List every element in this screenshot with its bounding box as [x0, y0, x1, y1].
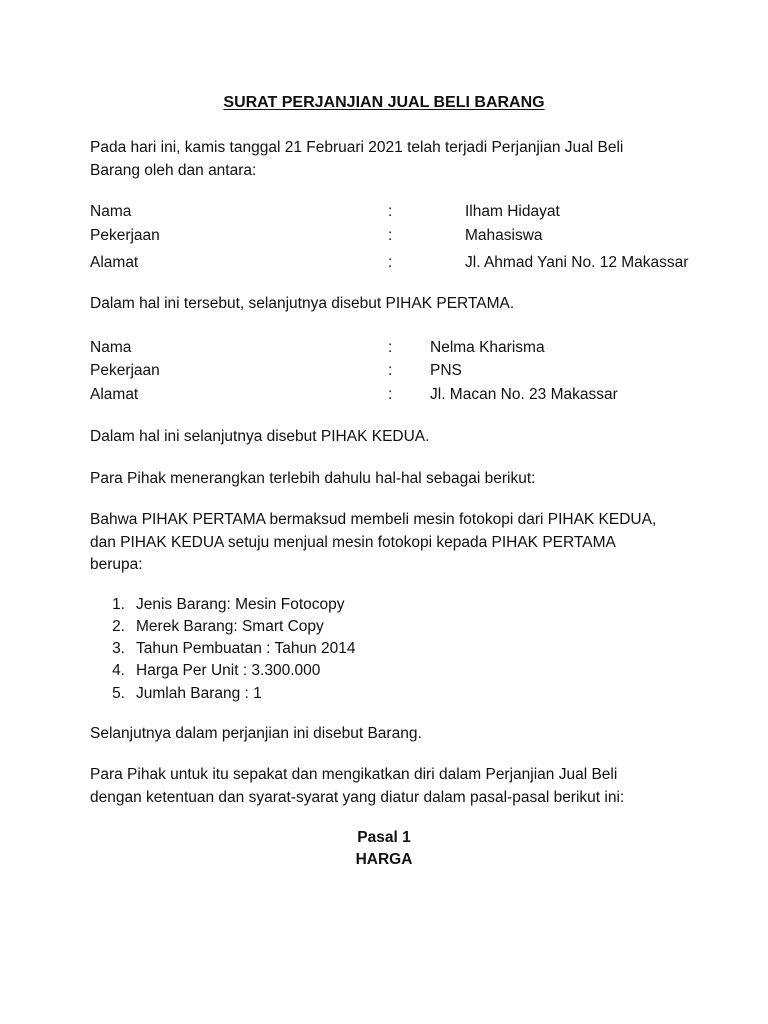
party1-job-label: Pekerjaan	[90, 227, 160, 244]
party2-address-value: Jl. Macan No. 23 Makassar	[430, 386, 618, 403]
list-item-number: 5.	[112, 685, 125, 702]
party1-address-label: Alamat	[90, 254, 139, 271]
pasal-title: HARGA	[355, 851, 413, 868]
intro-line-2: Barang oleh dan antara:	[90, 162, 257, 179]
explain-intro: Para Pihak menerangkan terlebih dahulu hal-hal sebagai berikut:	[90, 470, 536, 487]
party2-name-colon: :	[388, 339, 393, 356]
list-item-number: 4.	[112, 662, 125, 679]
purpose-line-3: berupa:	[90, 556, 143, 573]
party1-address-value: Jl. Ahmad Yani No. 12 Makassar	[465, 254, 689, 271]
party1-note: Dalam hal ini tersebut, selanjutnya disebut PIHAK PERTAMA.	[90, 295, 515, 312]
goods-note: Selanjutnya dalam perjanjian ini disebut Barang.	[90, 725, 422, 742]
party2-address-label: Alamat	[90, 386, 139, 403]
party1-job-colon: :	[388, 227, 393, 244]
purpose-line-1: Bahwa PIHAK PERTAMA bermaksud membeli mesin fotokopi dari PIHAK KEDUA,	[90, 511, 657, 528]
list-item-number: 3.	[112, 640, 125, 657]
party2-note: Dalam hal ini selanjutnya disebut PIHAK KEDUA.	[90, 428, 430, 445]
intro-line-1: Pada hari ini, kamis tanggal 21 Februari 2021 telah terjadi Perjanjian Jual Beli	[90, 139, 624, 156]
party2-job-value: PNS	[430, 362, 462, 379]
purpose-line-2: dan PIHAK KEDUA setuju menjual mesin fotokopi kepada PIHAK PERTAMA	[90, 534, 616, 551]
party2-address-colon: :	[388, 386, 393, 403]
list-item: Jenis Barang: Mesin Fotocopy	[136, 596, 345, 613]
party2-job-label: Pekerjaan	[90, 362, 160, 379]
agree-line-1: Para Pihak untuk itu sepakat dan mengikatkan diri dalam Perjanjian Jual Beli	[90, 766, 618, 783]
party2-name-label: Nama	[90, 339, 132, 356]
party2-name-value: Nelma Kharisma	[430, 339, 545, 356]
party1-name-colon: :	[388, 203, 393, 220]
party2-job-colon: :	[388, 362, 393, 379]
list-item-number: 1.	[112, 596, 125, 613]
list-item-number: 2.	[112, 618, 125, 635]
agree-line-2: dengan ketentuan dan syarat-syarat yang diatur dalam pasal-pasal berikut ini:	[90, 789, 625, 806]
party1-name-label: Nama	[90, 203, 132, 220]
pasal-number: Pasal 1	[357, 829, 411, 846]
party1-address-colon: :	[388, 254, 393, 271]
list-item: Jumlah Barang : 1	[136, 685, 262, 702]
party1-job-value: Mahasiswa	[465, 227, 543, 244]
list-item: Harga Per Unit : 3.300.000	[136, 662, 321, 679]
document-title: SURAT PERJANJIAN JUAL BELI BARANG	[223, 94, 545, 111]
party1-name-value: Ilham Hidayat	[465, 203, 560, 220]
list-item: Merek Barang: Smart Copy	[136, 618, 324, 635]
list-item: Tahun Pembuatan : Tahun 2014	[136, 640, 356, 657]
